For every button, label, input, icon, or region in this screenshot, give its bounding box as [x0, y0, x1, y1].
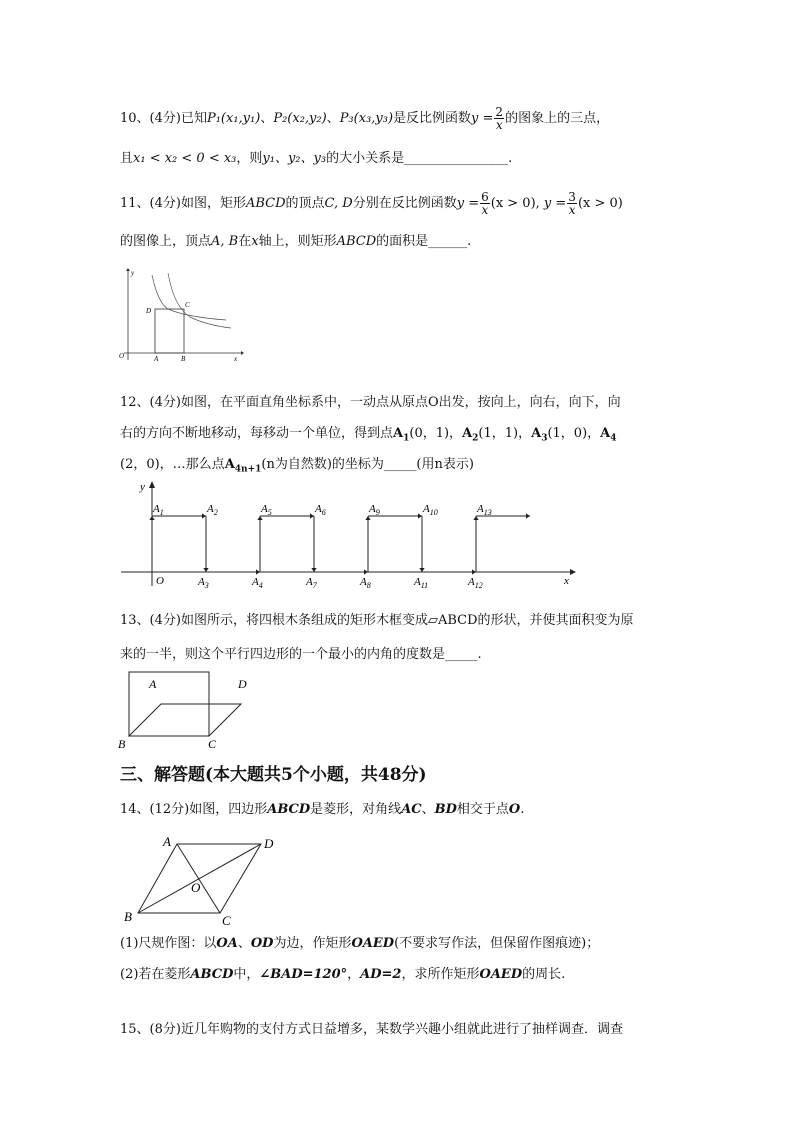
segment-up-4-head: [473, 516, 478, 520]
segment-right-2-head: [310, 513, 314, 518]
label-y: y: [131, 269, 135, 277]
segment-up-2-head: [257, 516, 262, 520]
label-c: C: [185, 301, 190, 309]
label-x: x: [564, 575, 569, 587]
label-a: A: [163, 834, 171, 849]
q13-line1: 13、(4分)如图所示，将四根木条组成的矩形木框变成▱ABCD的形状，并使其面积变为原: [120, 613, 634, 628]
q11-line1: 11、(4分)如图，矩形ABCD的顶点C, D分别在反比例函数y = $\frac{6}{x}$ (x > 0), y = $\frac{3}{x}$ (x > 0): [120, 190, 623, 217]
label-a7: $A_7$: [306, 576, 317, 590]
label-a3: $A_3$: [198, 576, 209, 590]
label-a13: $A_{13}$: [477, 503, 492, 517]
q15-line1: 15、(8分)近几年购物的支付方式日益增多，某数学兴趣小组就此进行了抽样调查．调查: [120, 1022, 623, 1037]
q11-fraction-1: $\frac{6}{x}$: [481, 190, 489, 217]
q11-fraction-2: $\frac{3}{x}$: [568, 190, 576, 217]
x-axis-arrow: [241, 351, 244, 355]
label-a11: $A_{11}$: [414, 576, 429, 590]
q14-part1: (1)尺规作图：以OA、OD为边，作矩形OAED(不要求写作法，但保留作图痕迹)；: [120, 936, 600, 951]
q11-figure: [116, 265, 246, 365]
segment-down-2-head: [311, 568, 316, 572]
segment-base-2-head: [364, 569, 368, 574]
curve-y-3-over-x: [152, 275, 226, 320]
segment-base-1-head: [256, 569, 260, 574]
segment-up-1-head: [149, 516, 154, 520]
label-a2: $A_2$: [207, 503, 218, 517]
y-axis-arrow: [149, 481, 155, 488]
q11-line2: 的图像上，顶点A, B在x轴上，则矩形ABCD的面积是______.: [120, 234, 472, 249]
q12-line2: 右的方向不断地移动，每移动一个单位，得到点$A_1(0$，1)，$A_2(1$，1)，$A_3(1$，0)，$A_4$: [120, 426, 617, 444]
label-a5: $A_5$: [261, 503, 272, 517]
label-a9: $A_9$: [369, 503, 380, 517]
label-a4: $A_4$: [252, 576, 263, 590]
label-a: A: [149, 677, 157, 691]
label-a1: $A_1$: [153, 503, 164, 517]
label-d: D: [146, 307, 152, 315]
label-o: O: [156, 575, 164, 587]
parallelogram-abcd: [129, 704, 241, 736]
label-y: y: [140, 481, 145, 493]
label-a6: $A_6$: [315, 503, 326, 517]
q12-line3: (2，0)，…那么点$A_{4n+1}(n$为自然数)的坐标为_____(用n表示): [120, 457, 474, 475]
label-c: C: [222, 913, 231, 928]
segment-right-3-head: [418, 513, 422, 518]
q10-line2: 且x₁ < x₂ < 0 < x₃，则y₁、y₂、y₃的大小关系是________________.: [120, 151, 513, 166]
label-c: C: [208, 737, 217, 751]
q10-fraction: $\frac{2}{x}$: [495, 105, 504, 132]
label-b: B: [181, 355, 186, 363]
label-a: A: [154, 355, 159, 363]
q12-figure: [118, 478, 580, 590]
movement-path: [149, 513, 530, 574]
section-title: 三、解答题(本大题共5个小题，共48分): [120, 765, 427, 785]
label-a10: $A_{10}$: [423, 503, 438, 517]
label-d: D: [264, 836, 274, 851]
x-axis-arrow: [570, 569, 576, 575]
label-x: x: [234, 355, 238, 363]
y-axis-arrow: [126, 268, 130, 271]
label-d: D: [238, 677, 247, 691]
diagonal-bd: [138, 844, 261, 913]
segment-base-3-head: [472, 569, 476, 574]
q14-figure: [118, 828, 288, 928]
q14-line1: 14、(12分)如图，四边形ABCD是菱形，对角线AC、BD相交于点O.: [120, 802, 525, 817]
label-b: B: [124, 909, 132, 924]
q10-line1: 10、(4分)已知P₁(x₁,y₁)、P₂(x₂,y₂)、P₃(x₃,y₃)是反比例函数y = $\frac{2}{x}$ 的图象上的三点，: [120, 105, 610, 132]
segment-down-1-head: [203, 568, 208, 572]
q14-part2: (2)若在菱形ABCD中，∠BAD=120°，AD=2，求所作矩形OAED的周长.: [120, 967, 566, 982]
rectangle-abcd: [155, 309, 184, 353]
q13-line2: 来的一半，则这个平行四边形的一个最小的内角的度数是_____.: [120, 647, 482, 662]
label-o: O: [191, 880, 201, 895]
label-a12: $A_{12}$: [468, 576, 483, 590]
label-a8: $A_8$: [360, 576, 371, 590]
label-b: B: [118, 737, 126, 751]
label-o: O: [119, 352, 125, 360]
segment-right-4-head: [526, 513, 530, 518]
segment-down-3-head: [419, 568, 424, 572]
segment-right-1-head: [202, 513, 206, 518]
segment-up-3-head: [365, 516, 370, 520]
q12-line1: 12、(4分)如图，在平面直角坐标系中，一动点从原点O出发，按向上，向右，向下，向: [120, 395, 621, 410]
q13-figure: [116, 668, 266, 752]
